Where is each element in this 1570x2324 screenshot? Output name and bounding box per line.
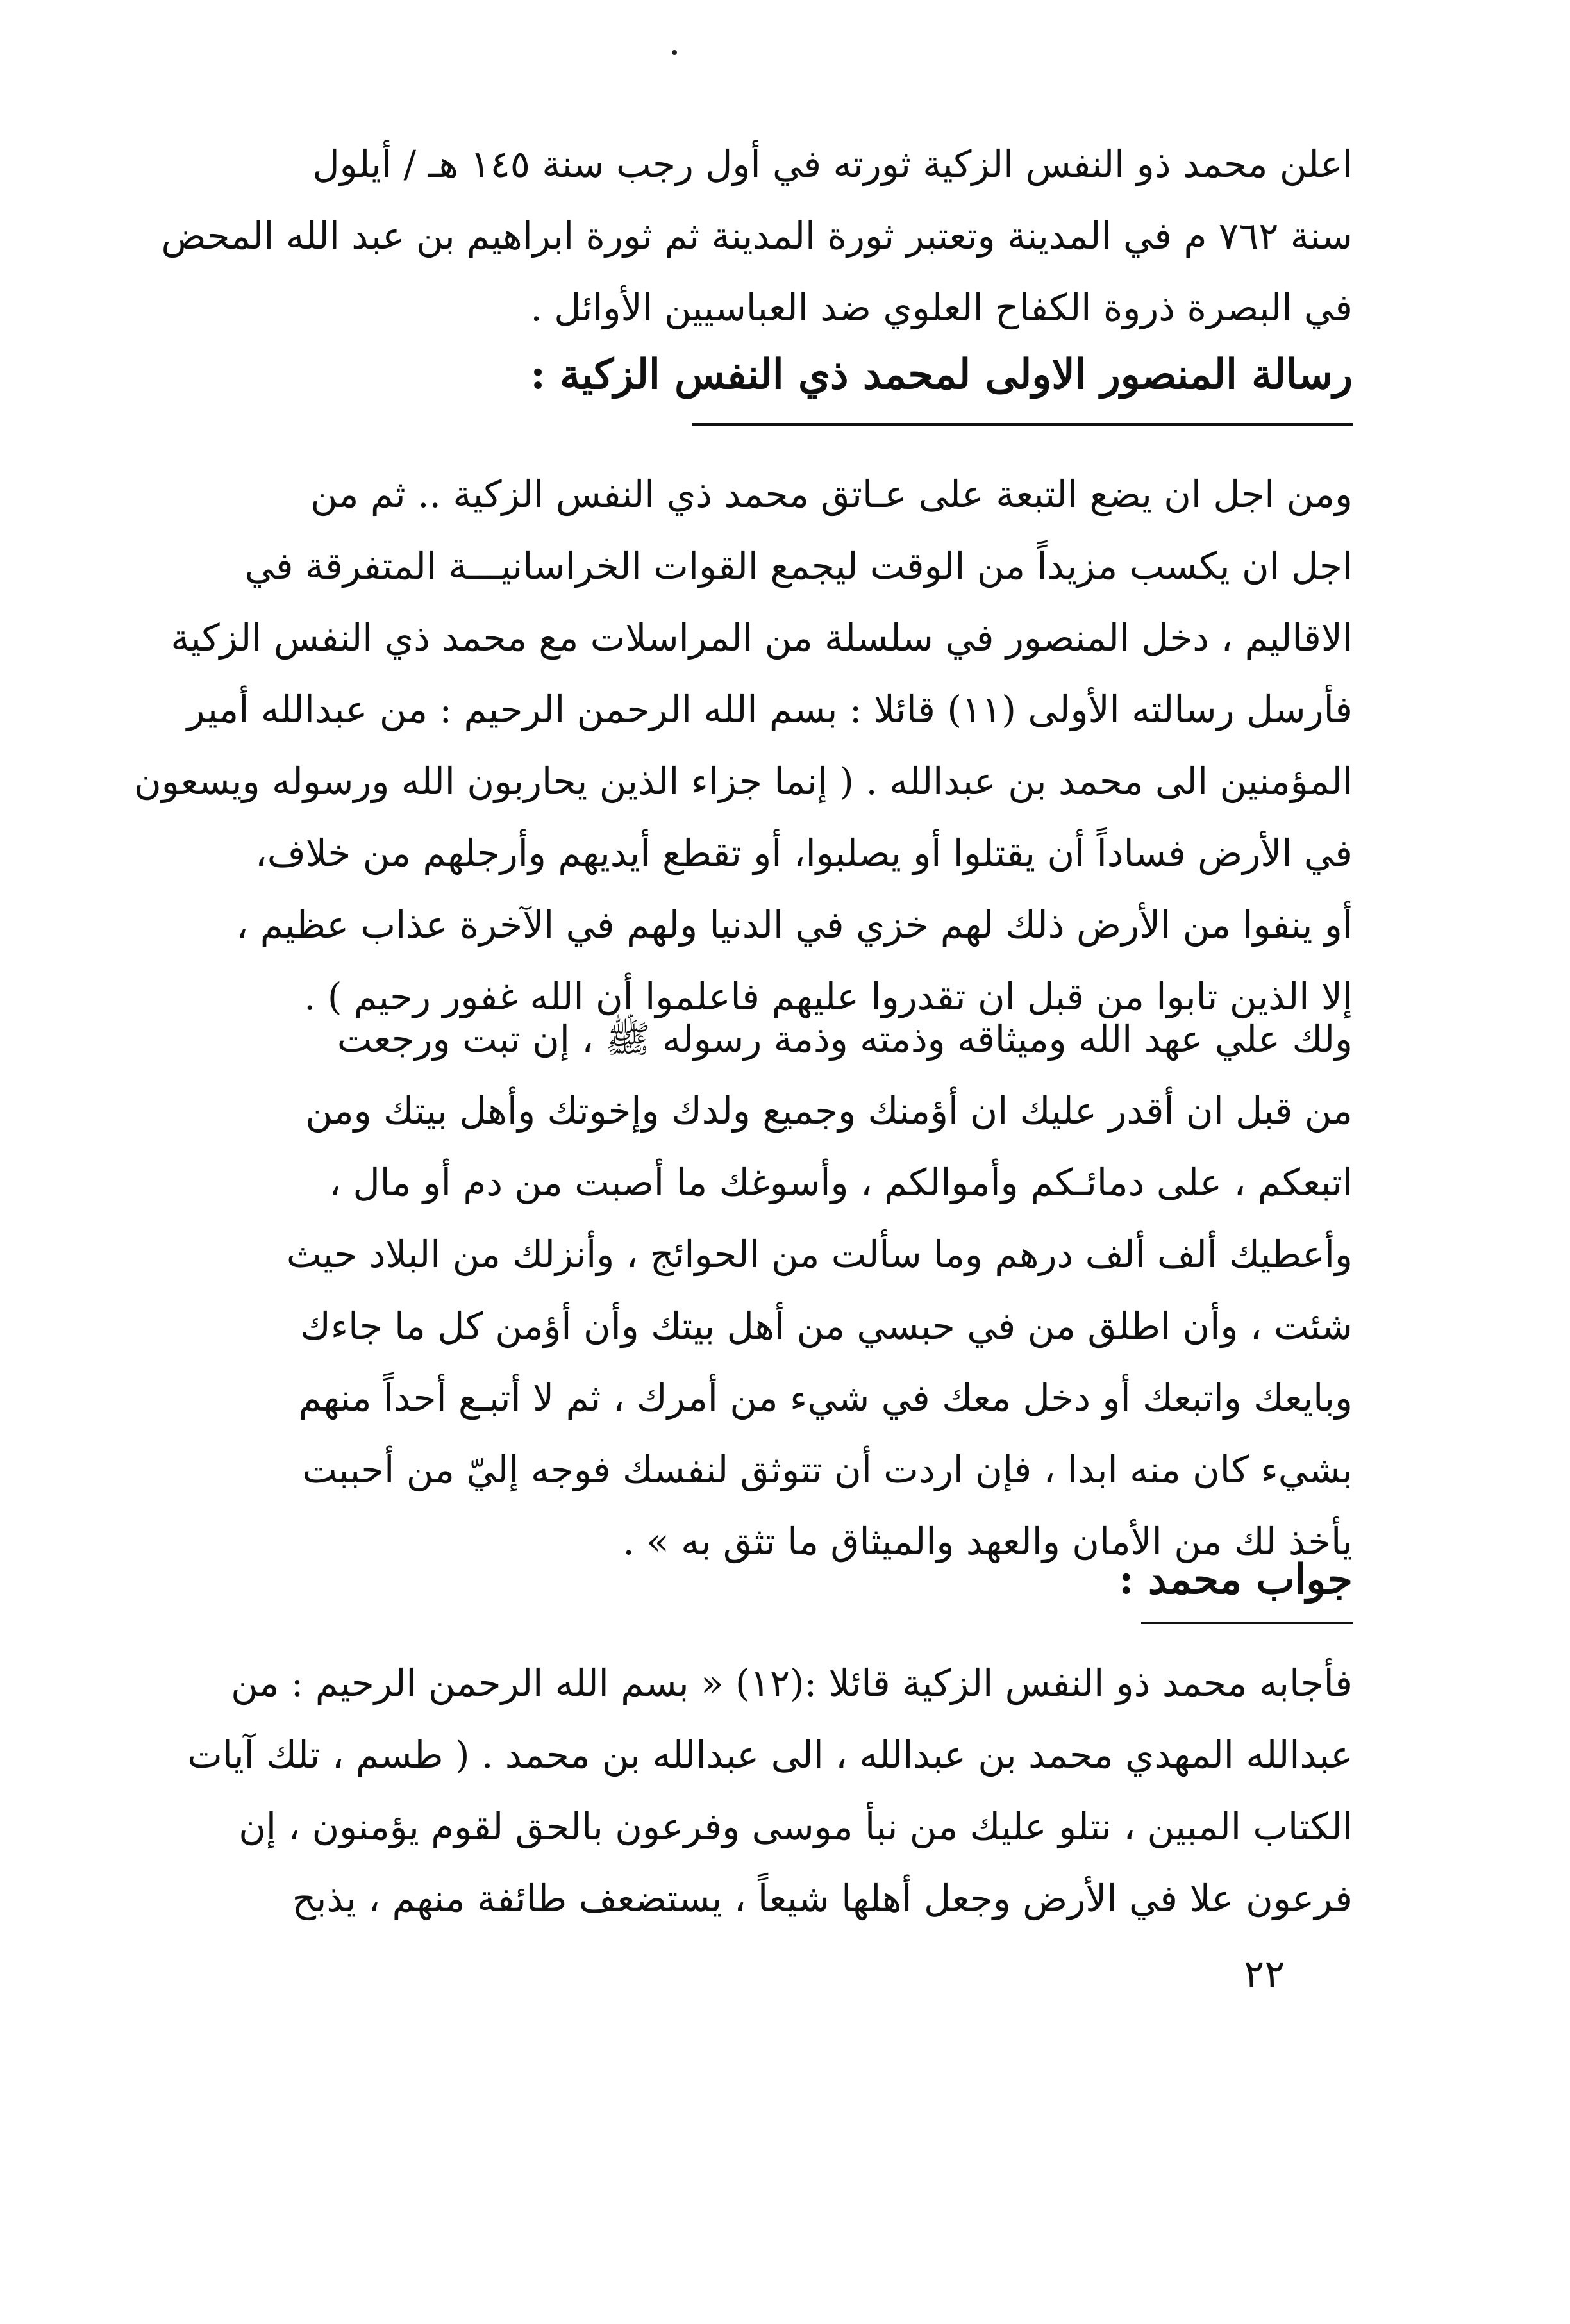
mansur-letter-paragraph (134, 458, 1353, 1033)
text-line: وبايعك واتبعك أو دخل معك في شيء من أمرك ، ثم لا أتبـع أحداً منهم (298, 1376, 1353, 1420)
intro-paragraph (161, 128, 1353, 344)
text-line: الكتاب المبين ، نتلو عليك من نبأ موسى وفرعون بالحق لقوم يؤمنون ، إن (238, 1805, 1353, 1848)
text-line: فأرسل رسالته الأولى (١١) قائلا : بسم الله الرحمن الرحيم : من عبدالله أمير (187, 688, 1353, 731)
text-line: عبدالله المهدي محمد بن عبدالله ، الى عبدالله بن محمد . ( طسم ، تلك آيات (187, 1733, 1353, 1777)
text-line: المؤمنين الى محمد بن عبدالله . ( إنما جزاء الذين يحاربون الله ورسوله ويسعون (134, 759, 1353, 803)
text-line: أو ينفوا من الأرض ذلك لهم خزي في الدنيا ولهم في الآخرة عذاب عظيم ، (236, 903, 1353, 947)
muhammad-reply-paragraph (187, 1647, 1353, 1934)
text-line: ومن اجل ان يضع التبعة على عـاتق محمد ذي النفس الزكية .. ثم من (310, 472, 1353, 516)
ink-dot (672, 50, 677, 55)
text-line: الاقاليم ، دخل المنصور في سلسلة من المراسلات مع محمد ذي النفس الزكية (171, 616, 1353, 660)
text-line: ولك علي عهد الله وميثاقه وذمته وذمة رسوله ﷺ ، إن تبت ورجعت (337, 1017, 1353, 1061)
section-heading-mansur-letter: رسالة المنصور الاولى لمحمد ذي النفس الزكية : (530, 351, 1353, 399)
text-line: شئت ، وأن اطلق من في حبسي من أهل بيتك وأن أؤمن كل ما جاءك (300, 1304, 1353, 1348)
text-line: فرعون علا في الأرض وجعل أهلها شيعاً ، يستضعف طائفة منهم ، يذبح (292, 1877, 1353, 1920)
mansur-letter-continuation (256, 1003, 1353, 1577)
section-heading-muhammad-reply: جواب محمد : (1118, 1556, 1353, 1604)
heading-underline (692, 423, 1353, 426)
text-line: اعلن محمد ذو النفس الزكية ثورته في أول رجب سنة ١٤٥ هـ / أيلول (312, 142, 1353, 186)
heading-underline (1141, 1622, 1353, 1624)
text-line: فأجابه محمد ذو النفس الزكية قائلا :(١٢) « بسم الله الرحمن الرحيم : من (231, 1661, 1353, 1705)
text-line: يأخذ لك من الأمان والعهد والميثاق ما تثق به » . (622, 1520, 1353, 1563)
text-line: في البصرة ذروة الكفاح العلوي ضد العباسيين الأوائل . (530, 286, 1353, 329)
text-line: سنة ٧٦٢ م في المدينة وتعتبر ثورة المدينة ثم ثورة ابراهيم بن عبد الله المحض (161, 214, 1353, 258)
page-number: ٢٢ (1244, 1952, 1285, 1996)
text-line: إلا الذين تابوا من قبل ان تقدروا عليهم فاعلموا أن الله غفور رحيم ) . (304, 975, 1353, 1018)
text-line: بشيء كان منه ابدا ، فإن اردت أن تتوثق لنفسك فوجه إليّ من أحببت (302, 1448, 1353, 1491)
text-line: اجل ان يكسب مزيداً من الوقت ليجمع القوات الخراسانيـــة المتفرقة في (244, 544, 1353, 588)
text-line: اتبعكم ، على دمائـكم وأموالكم ، وأسوغك ما أصبت من دم أو مال ، (329, 1161, 1353, 1204)
text-line: من قبل ان أقدر عليك ان أؤمنك وجميع ولدك وإخوتك وأهل بيتك ومن (305, 1089, 1353, 1133)
text-line: وأعطيك ألف ألف درهم وما سألت من الحوائج ، وأنزلك من البلاد حيث (286, 1233, 1353, 1276)
text-line: في الأرض فساداً أن يقتلوا أو يصلبوا، أو تقطع أيديهم وأرجلهم من خلاف، (255, 831, 1353, 875)
